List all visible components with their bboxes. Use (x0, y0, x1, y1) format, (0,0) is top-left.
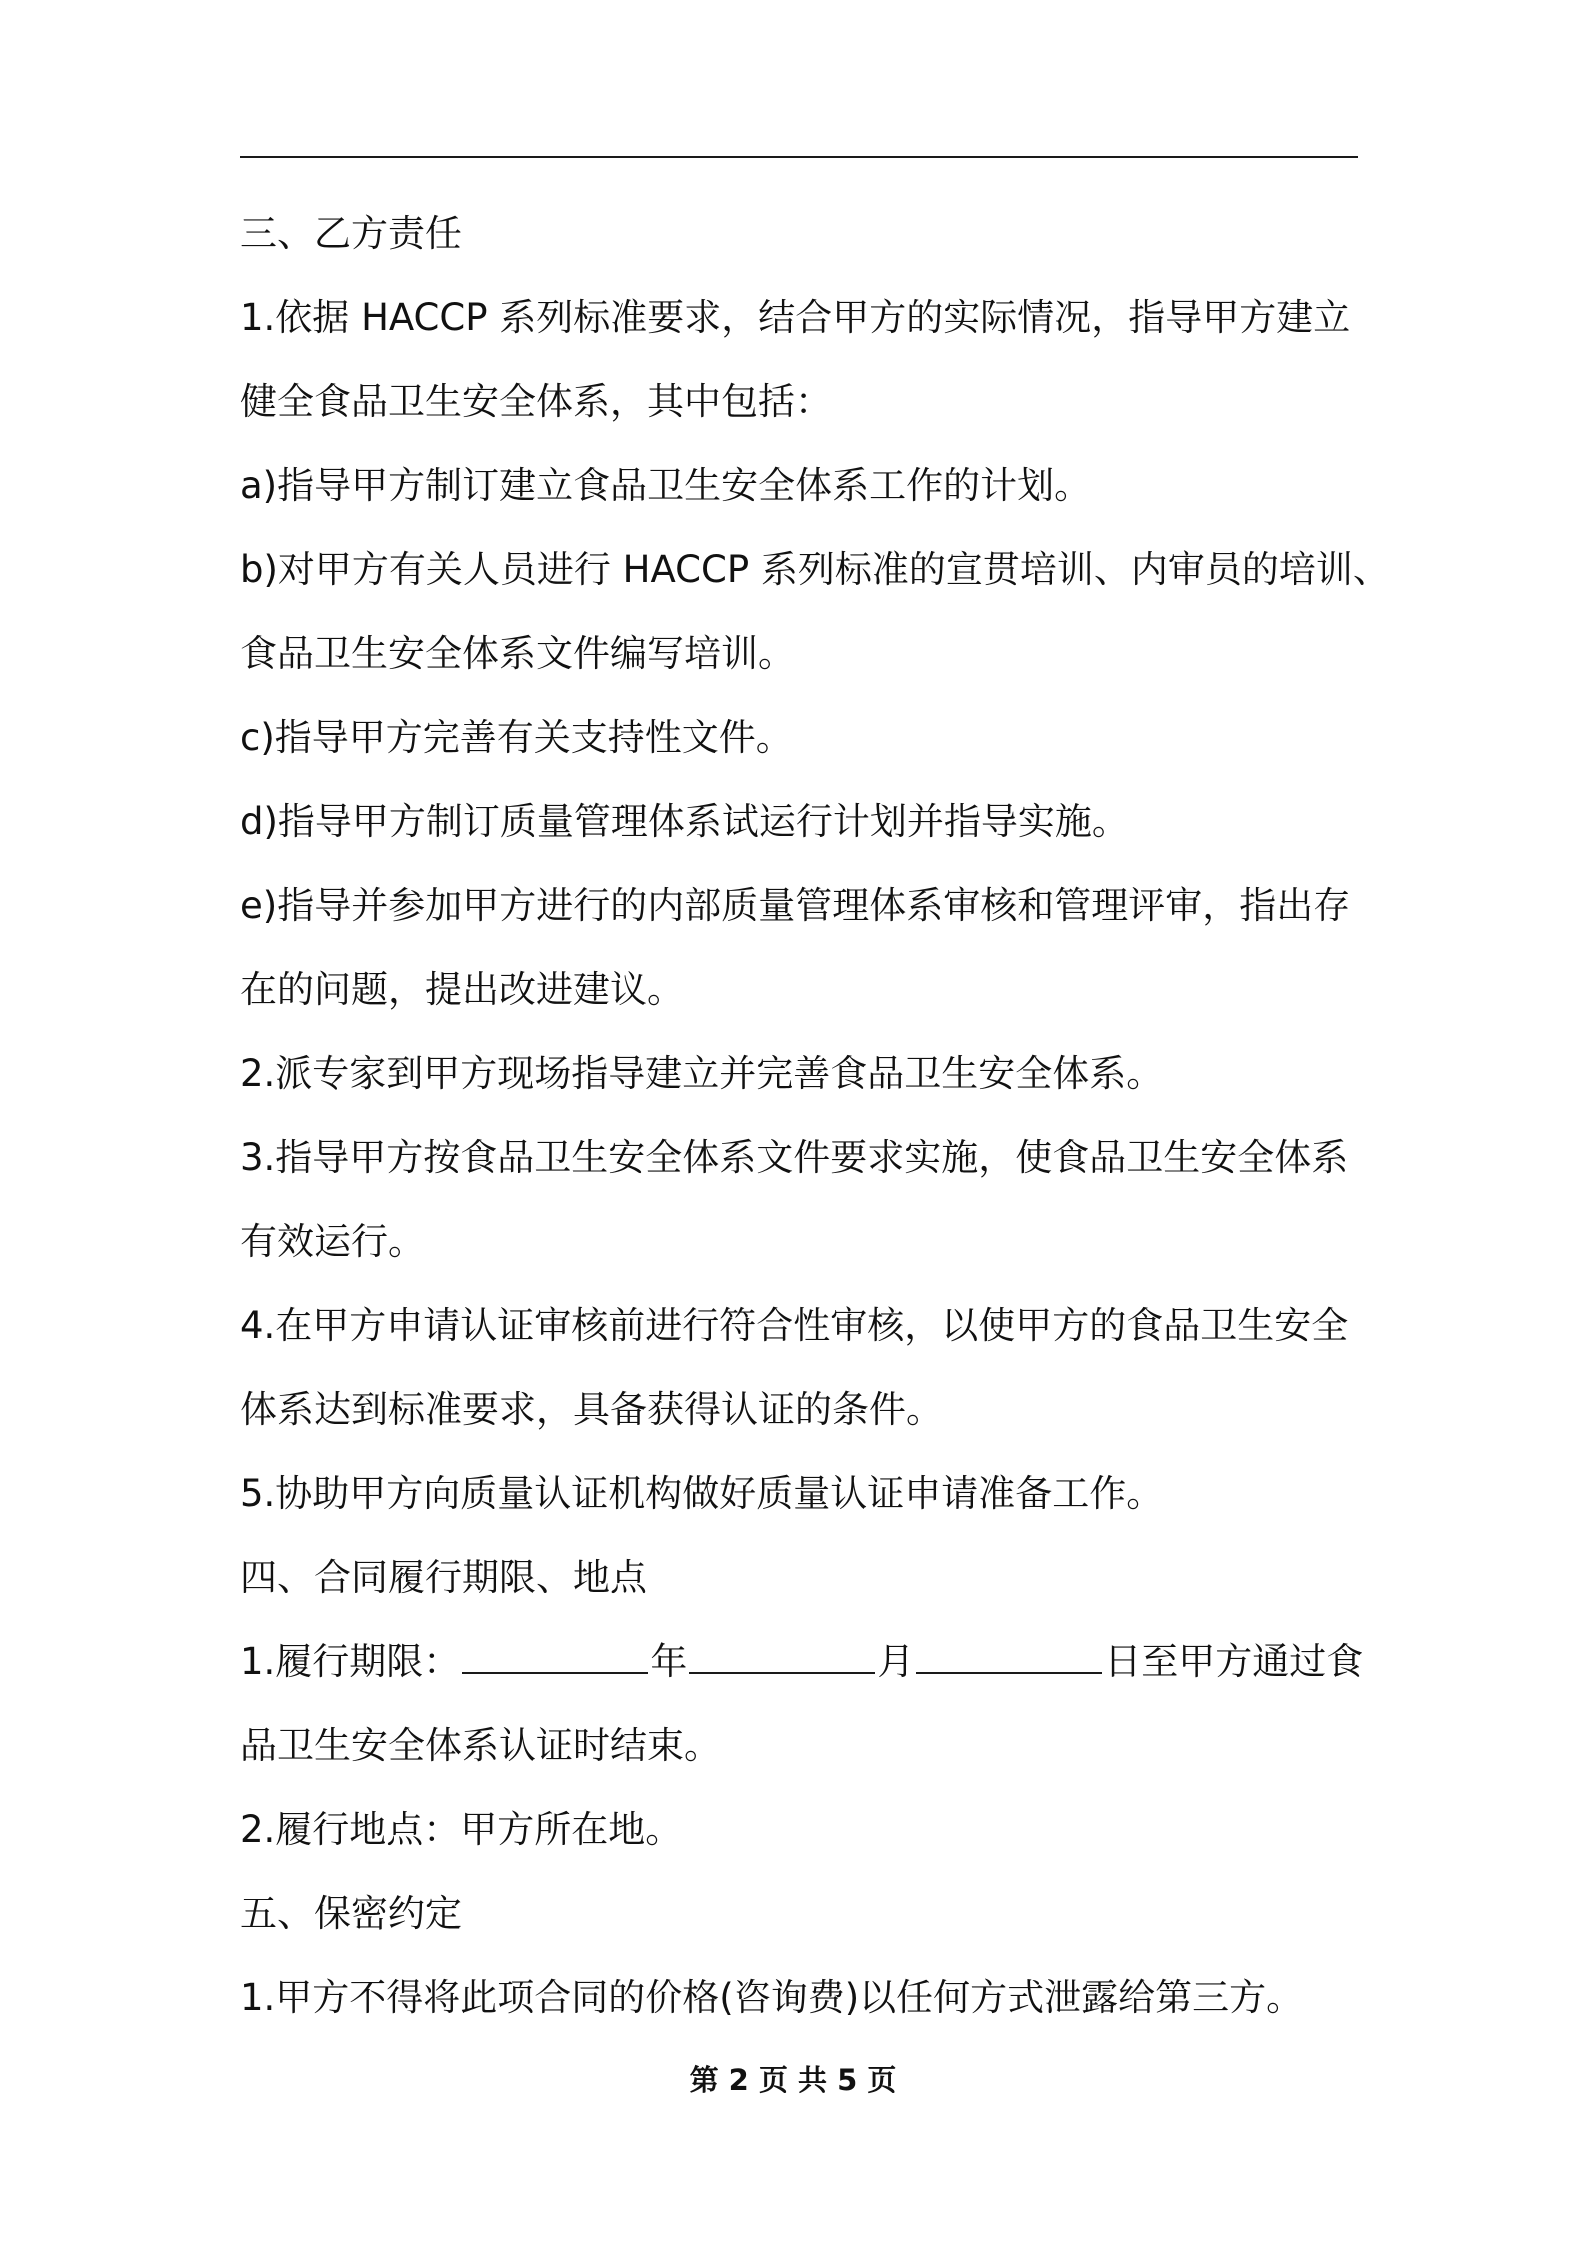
header-rule (240, 156, 1358, 158)
document-body (240, 192, 1390, 2040)
paragraph-line: 1.依据 HACCP 系列标准要求，结合甲方的实际情况，指导甲方建立 (240, 296, 1351, 339)
fill-in-blank-year[interactable] (462, 1672, 648, 1674)
paragraph-line: 在的问题，提出改进建议。 (240, 968, 684, 1011)
paragraph-line: 2.履行地点：甲方所在地。 (240, 1808, 683, 1851)
paragraph-line: 3.指导甲方按食品卫生安全体系文件要求实施，使食品卫生安全体系 (240, 1136, 1349, 1179)
section-heading-term-and-place: 四、合同履行期限、地点 (240, 1556, 647, 1599)
fill-in-blank-day[interactable] (916, 1672, 1102, 1674)
term-suffix: 日至甲方通过食 (1104, 1640, 1364, 1683)
paragraph-line: 5.协助甲方向质量认证机构做好质量认证申请准备工作。 (240, 1472, 1164, 1515)
fill-in-blank-month[interactable] (689, 1672, 875, 1674)
paragraph-line: 品卫生安全体系认证时结束。 (240, 1724, 721, 1767)
paragraph-line: 4.在甲方申请认证审核前进行符合性审核，以使甲方的食品卫生安全 (240, 1304, 1349, 1347)
paragraph-line: b)对甲方有关人员进行 HACCP 系列标准的宣贯培训、内审员的培训、 (240, 548, 1390, 591)
term-month-label: 月 (877, 1640, 915, 1683)
term-prefix: 1.履行期限： (240, 1640, 461, 1683)
paragraph-line: e)指导并参加甲方进行的内部质量管理体系审核和管理评审，指出存 (240, 884, 1351, 927)
paragraph-line: 食品卫生安全体系文件编写培训。 (240, 632, 795, 675)
paragraph-line: 健全食品卫生安全体系，其中包括： (240, 380, 832, 423)
section-heading-party-b-responsibilities: 三、乙方责任 (240, 212, 462, 255)
paragraph-line: a)指导甲方制订建立食品卫生安全体系工作的计划。 (240, 464, 1092, 507)
paragraph-line: c)指导甲方完善有关支持性文件。 (240, 716, 793, 759)
paragraph-line-term (240, 1620, 1364, 1704)
paragraph-line: 有效运行。 (240, 1220, 425, 1263)
paragraph-line: d)指导甲方制订质量管理体系试运行计划并指导实施。 (240, 800, 1129, 843)
paragraph-line: 体系达到标准要求，具备获得认证的条件。 (240, 1388, 943, 1431)
section-heading-confidentiality: 五、保密约定 (240, 1892, 462, 1935)
paragraph-line: 1.甲方不得将此项合同的价格(咨询费)以任何方式泄露给第三方。 (240, 1976, 1304, 2019)
term-year-label: 年 (650, 1640, 688, 1683)
page-number-footer: 第 2 页 共 5 页 (689, 2063, 897, 2097)
paragraph-line: 2.派专家到甲方现场指导建立并完善食品卫生安全体系。 (240, 1052, 1164, 1095)
